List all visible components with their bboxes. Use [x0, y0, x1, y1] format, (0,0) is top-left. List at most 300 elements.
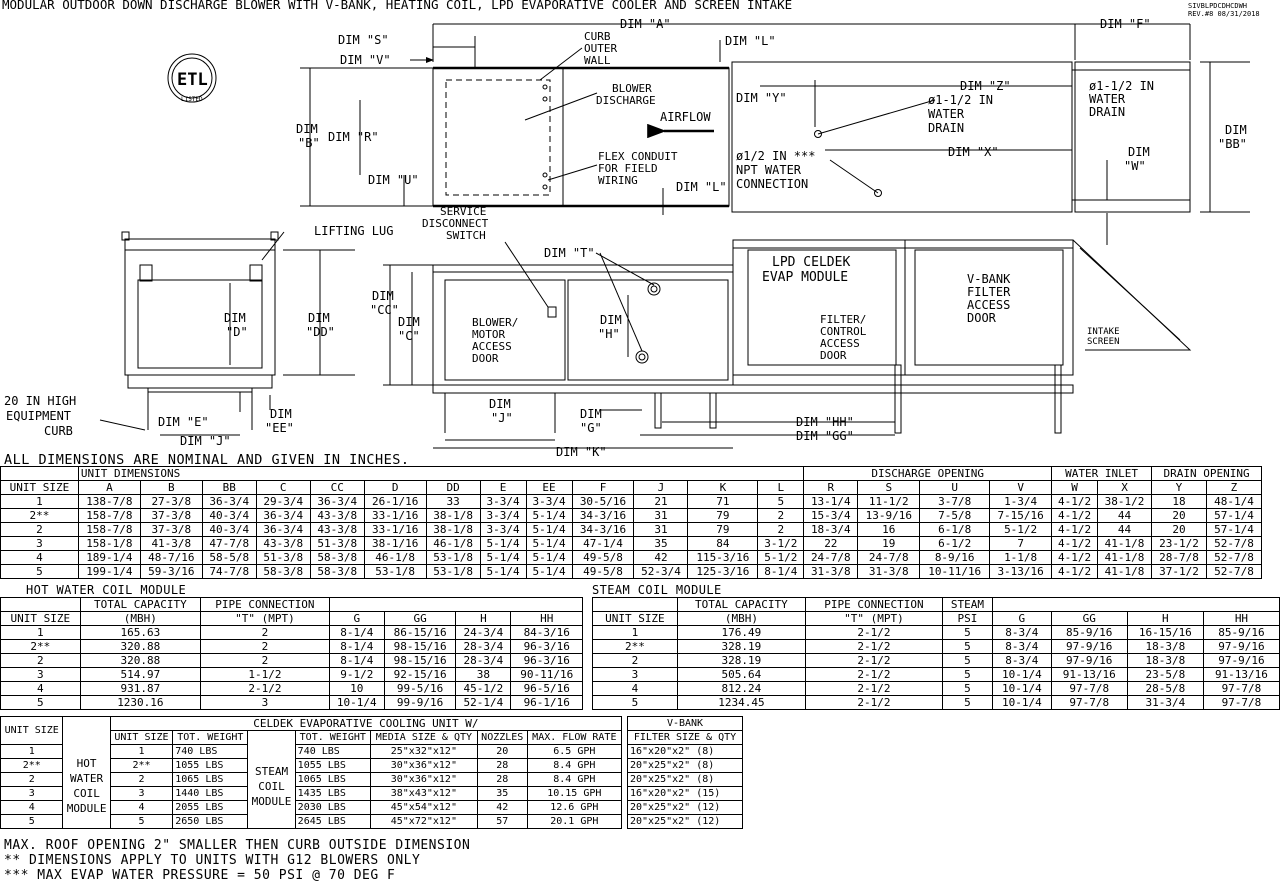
column-header: G — [992, 612, 1051, 626]
table-cell: 1065 LBS — [295, 773, 370, 787]
blower-door-3: ACCESS — [472, 340, 512, 353]
column-header: X — [1098, 481, 1152, 495]
table-cell: 24-7/8 — [858, 551, 920, 565]
table-cell: 30"x36"x12" — [370, 773, 477, 787]
table-cell: 1 — [1, 626, 81, 640]
table-cell: 3-3/4 — [480, 509, 526, 523]
table-cell: 92-15/16 — [384, 668, 455, 682]
table-cell: 3-1/2 — [758, 537, 804, 551]
table-cell: 4-1/2 — [1052, 537, 1098, 551]
table-cell: 1435 LBS — [295, 787, 370, 801]
column-header: UNIT SIZE — [1, 612, 81, 626]
table-cell: 13-1/4 — [804, 495, 858, 509]
table-cell: 10-1/4 — [992, 682, 1051, 696]
table-cell: 5-1/2 — [990, 523, 1052, 537]
table-cell: 31 — [634, 509, 688, 523]
dim-z-label: DIM "Z" — [960, 79, 1011, 93]
table-row — [628, 787, 743, 801]
column-header: EE — [526, 481, 572, 495]
service-disconnect-2: DISCONNECT — [422, 217, 489, 230]
table-cell: 5 — [942, 696, 992, 710]
table-row — [628, 815, 743, 829]
table-cell: 20"x25"x2" (12) — [628, 801, 743, 815]
vbank-door-3: ACCESS — [967, 298, 1011, 312]
column-header: UNIT SIZE — [110, 731, 172, 745]
npt-water-1: ø1/2 IN *** — [736, 149, 816, 163]
dim-cc-label-1: DIM — [372, 289, 394, 303]
table-cell: 4-1/2 — [1052, 523, 1098, 537]
table-cell: 5 — [758, 495, 804, 509]
filter-door-3: ACCESS — [820, 337, 860, 350]
hot-water-table — [0, 597, 583, 710]
table-cell: 2** — [1, 640, 81, 654]
table-cell: 199-1/4 — [78, 565, 140, 579]
table-cell: 2** — [1, 509, 79, 523]
blower-discharge-1: BLOWER — [612, 82, 652, 95]
nominal-note: ALL DIMENSIONS ARE NOMINAL AND GIVEN IN INCHES. — [4, 452, 410, 468]
dim-x-label: DIM "X" — [948, 145, 999, 159]
table-cell: 10-11/16 — [920, 565, 990, 579]
table-cell: 5 — [1, 815, 63, 829]
table-cell: 3-3/4 — [480, 495, 526, 509]
table-cell: 99-5/16 — [384, 682, 455, 696]
table-cell: 96-5/16 — [511, 682, 583, 696]
table-cell: 3 — [1, 787, 63, 801]
table-cell: 22 — [804, 537, 858, 551]
table-cell: 91-13/16 — [1203, 668, 1279, 682]
filter-door-1: FILTER/ — [820, 313, 867, 326]
column-header: C — [256, 481, 310, 495]
dim-dd-label-2: "DD" — [306, 325, 335, 339]
table-cell: 8-1/4 — [329, 626, 384, 640]
table-cell: 46-1/8 — [426, 537, 480, 551]
table-row — [1, 682, 583, 696]
table-cell: 86-15/16 — [384, 626, 455, 640]
table-row — [1, 668, 583, 682]
table-cell: 8-9/16 — [920, 551, 990, 565]
table-cell: 10-1/4 — [329, 696, 384, 710]
table-row — [1, 509, 1262, 523]
table-cell: 1065 LBS — [173, 773, 248, 787]
dim-u-label: DIM "U" — [368, 173, 419, 187]
water-drain-2: WATER — [928, 107, 965, 121]
dim-g-label-2: "G" — [580, 421, 602, 435]
table-row — [628, 773, 743, 787]
table-cell: 2-1/2 — [806, 682, 943, 696]
table-cell: 58-5/8 — [202, 551, 256, 565]
dim-e-label: DIM "E" — [158, 415, 209, 429]
column-header: BB — [202, 481, 256, 495]
table-cell: 97-7/8 — [1051, 682, 1127, 696]
column-header: HH — [1203, 612, 1279, 626]
table-cell: 4 — [1, 551, 79, 565]
dim-hh-label: DIM "HH" — [796, 415, 854, 429]
table-cell: 33-1/16 — [364, 523, 426, 537]
table-cell: 320.88 — [80, 640, 200, 654]
table-cell: 18-3/8 — [1127, 654, 1203, 668]
total-capacity-header: TOTAL CAPACITY — [80, 598, 200, 612]
column-header: E — [480, 481, 526, 495]
table-cell: 18 — [1152, 495, 1207, 509]
steam-coil-label — [248, 745, 295, 829]
table-cell: 20 — [1152, 523, 1207, 537]
table-cell: 3-13/16 — [990, 565, 1052, 579]
table-cell: 38-1/16 — [364, 537, 426, 551]
dim-y-label: DIM "Y" — [736, 91, 787, 105]
lifting-lug-label: LIFTING LUG — [314, 224, 394, 238]
table-cell: 4 — [593, 682, 678, 696]
dim-d-label-2: "D" — [226, 325, 248, 339]
table-cell: 505.64 — [677, 668, 805, 682]
table-cell: 98-15/16 — [384, 654, 455, 668]
table-cell: 96-3/16 — [511, 640, 583, 654]
table-cell: 4-1/2 — [1052, 509, 1098, 523]
steam-title: STEAM COIL MODULE — [592, 583, 722, 597]
table-cell: 28-3/4 — [456, 640, 511, 654]
table-cell: 38-1/8 — [426, 509, 480, 523]
column-header: TOT. WEIGHT — [295, 731, 370, 745]
steam-table — [592, 597, 1280, 710]
table-cell: 51-3/8 — [310, 537, 364, 551]
table-cell: 165.63 — [80, 626, 200, 640]
curb-label-b: EQUIPMENT — [6, 409, 72, 423]
lpd-celdek-2: EVAP MODULE — [762, 270, 849, 285]
group-header-discharge: DISCHARGE OPENING — [804, 467, 1052, 481]
table-cell: 2** — [1, 759, 63, 773]
table-cell: 24-3/4 — [456, 626, 511, 640]
blank-header-cell — [63, 717, 110, 745]
table-cell: 58-3/8 — [310, 551, 364, 565]
table-cell: 41-1/8 — [1098, 551, 1152, 565]
table-cell: 53-1/8 — [364, 565, 426, 579]
table-cell: 2-1/2 — [806, 696, 943, 710]
dim-w-label-1: DIM — [1128, 145, 1150, 159]
dim-r-label: DIM "R" — [328, 130, 379, 144]
table-row — [1, 745, 622, 759]
table-cell: 1 — [1, 495, 79, 509]
hot-water-coil-label-line: HOT — [76, 757, 97, 771]
curb-label-1: CURB — [584, 30, 611, 43]
dim-bb-label-2: "BB" — [1218, 137, 1247, 151]
table-cell: 5-1/4 — [526, 565, 572, 579]
table-cell: 6-1/8 — [920, 523, 990, 537]
flex-conduit-2: FOR FIELD — [598, 162, 658, 175]
table-cell: 40-3/4 — [202, 523, 256, 537]
table-cell: 15-3/4 — [804, 509, 858, 523]
table-cell: 97-9/16 — [1051, 640, 1127, 654]
table-cell: 57-1/4 — [1206, 523, 1261, 537]
table-row — [593, 640, 1280, 654]
vbank-title: V-BANK — [628, 717, 743, 731]
table-cell: 23-1/2 — [1152, 537, 1207, 551]
table-cell: 35 — [477, 787, 527, 801]
dim-cc-label-2: "CC" — [370, 303, 399, 317]
column-header: W — [1052, 481, 1098, 495]
column-header: V — [990, 481, 1052, 495]
table-cell: 8-1/4 — [329, 654, 384, 668]
table-cell: 2 — [758, 509, 804, 523]
table-cell: 49-5/8 — [572, 551, 634, 565]
dim-ee-label-2: "EE" — [265, 421, 294, 435]
unit-dimensions-table — [0, 466, 1262, 579]
table-cell: 43-3/8 — [310, 523, 364, 537]
table-cell: 6-1/2 — [920, 537, 990, 551]
column-header: G — [329, 612, 384, 626]
table-cell: 42 — [634, 551, 688, 565]
table-cell: 99-9/16 — [384, 696, 455, 710]
table-cell: 1 — [1, 745, 63, 759]
blank-header-cell — [1, 467, 79, 481]
table-cell: 11-1/2 — [858, 495, 920, 509]
table-cell: 38-1/2 — [1098, 495, 1152, 509]
table-cell: 41-3/8 — [140, 537, 202, 551]
table-cell: 37-3/8 — [140, 509, 202, 523]
table-cell: 42 — [477, 801, 527, 815]
table-cell: 52-3/4 — [634, 565, 688, 579]
table-cell: 38 — [456, 668, 511, 682]
table-cell: 36-3/4 — [256, 509, 310, 523]
table-cell: 5-1/4 — [526, 551, 572, 565]
table-cell: 1055 LBS — [173, 759, 248, 773]
dim-d-label-1: DIM — [224, 311, 246, 325]
table-row — [1, 654, 583, 668]
table-cell: 45-1/2 — [456, 682, 511, 696]
table-cell: 91-13/16 — [1051, 668, 1127, 682]
table-cell: 58-3/8 — [310, 565, 364, 579]
table-cell: 1-3/4 — [990, 495, 1052, 509]
blank-header-cell — [329, 598, 582, 612]
table-cell: 3 — [201, 696, 330, 710]
column-header: L — [758, 481, 804, 495]
table-cell: 2 — [1, 523, 79, 537]
table-cell: 2 — [1, 773, 63, 787]
column-header: F — [572, 481, 634, 495]
column-header: UNIT SIZE — [593, 612, 678, 626]
table-cell: 20 — [1152, 509, 1207, 523]
table-cell: 2 — [758, 523, 804, 537]
table-cell: 30-5/16 — [572, 495, 634, 509]
table-cell: 51-3/8 — [256, 551, 310, 565]
table-cell: 3-3/4 — [480, 523, 526, 537]
dim-f-label: DIM "F" — [1100, 17, 1151, 31]
column-header: Z — [1206, 481, 1261, 495]
table-cell: 53-1/8 — [426, 565, 480, 579]
table-cell: 18-3/4 — [804, 523, 858, 537]
table-cell: 8.4 GPH — [527, 773, 621, 787]
table-row — [593, 626, 1280, 640]
dim-bb-label-1: DIM — [1225, 123, 1247, 137]
table-cell: 3-7/8 — [920, 495, 990, 509]
drawing-number: SIVBLPDCDHCDWH — [1188, 2, 1248, 10]
table-cell: 328.19 — [677, 654, 805, 668]
footer-note-1: MAX. ROOF OPENING 2" SMALLER THEN CURB OUTSIDE DIMENSION — [4, 838, 471, 853]
service-disconnect-1: SERVICE — [440, 205, 487, 218]
table-cell: 44 — [1098, 509, 1152, 523]
table-cell: 38"x43"x12" — [370, 787, 477, 801]
table-row — [628, 745, 743, 759]
table-cell: 85-9/16 — [1203, 626, 1279, 640]
table-cell: 53-1/8 — [426, 551, 480, 565]
blank-header-cell — [593, 598, 678, 612]
flex-conduit-1: FLEX CONDUIT — [598, 150, 678, 163]
water-drain-1: ø1-1/2 IN — [928, 93, 994, 107]
service-disconnect-3: SWITCH — [446, 229, 486, 242]
table-cell: 24-7/8 — [804, 551, 858, 565]
table-row — [593, 654, 1280, 668]
table-cell: 1-1/8 — [990, 551, 1052, 565]
table-cell: 20"x25"x2" (8) — [628, 773, 743, 787]
table-cell: 8.4 GPH — [527, 759, 621, 773]
column-header: H — [456, 612, 511, 626]
column-header: MAX. FLOW RATE — [527, 731, 621, 745]
column-header: K — [688, 481, 758, 495]
celdek-table — [0, 716, 622, 829]
etl-logo-text: ETL — [177, 70, 208, 90]
group-header-unit: UNIT DIMENSIONS — [78, 467, 803, 481]
table-cell: 320.88 — [80, 654, 200, 668]
table-cell: 71 — [688, 495, 758, 509]
table-cell: 1055 LBS — [295, 759, 370, 773]
dim-b-label: DIM — [296, 122, 318, 136]
table-cell: 36-3/4 — [202, 495, 256, 509]
table-cell: 33 — [426, 495, 480, 509]
table-cell: 28-3/4 — [456, 654, 511, 668]
table-cell: 37-1/2 — [1152, 565, 1207, 579]
table-cell: 5 — [942, 640, 992, 654]
table-cell: 45"x72"x12" — [370, 815, 477, 829]
drawing-title: MODULAR OUTDOOR DOWN DISCHARGE BLOWER WITH V-BANK, HEATING COIL, LPD EVAPORATIVE COOLER AND SCREEN INTAKE — [2, 0, 793, 12]
table-cell: 28 — [477, 773, 527, 787]
table-cell: 31-3/4 — [1127, 696, 1203, 710]
table-cell: 125-3/16 — [688, 565, 758, 579]
table-cell: 19 — [858, 537, 920, 551]
table-cell: 514.97 — [80, 668, 200, 682]
table-cell: 34-3/16 — [572, 523, 634, 537]
table-row — [628, 801, 743, 815]
table-cell: 2 — [110, 773, 172, 787]
column-header: U — [920, 481, 990, 495]
table-cell: 16-15/16 — [1127, 626, 1203, 640]
table-cell: 328.19 — [677, 640, 805, 654]
table-cell: 36-3/4 — [310, 495, 364, 509]
table-cell: 20 — [477, 745, 527, 759]
table-cell: 44 — [1098, 523, 1152, 537]
table-cell: 10-1/4 — [992, 696, 1051, 710]
footer-note-3: *** MAX EVAP WATER PRESSURE = 50 PSI @ 70 DEG F — [4, 868, 396, 883]
table-cell: 158-7/8 — [78, 509, 140, 523]
table-cell: 45"x54"x12" — [370, 801, 477, 815]
table-cell: 28-7/8 — [1152, 551, 1207, 565]
table-cell: 1 — [110, 745, 172, 759]
table-cell: 52-7/8 — [1206, 565, 1261, 579]
filter-door-2: CONTROL — [820, 325, 867, 338]
lpd-celdek-1: LPD CELDEK — [772, 255, 851, 270]
group-header-drain: DRAIN OPENING — [1152, 467, 1262, 481]
npt-water-3: CONNECTION — [736, 177, 809, 191]
table-cell: 1440 LBS — [173, 787, 248, 801]
water-drain-r3: DRAIN — [1089, 105, 1126, 119]
table-cell: 5-1/4 — [526, 509, 572, 523]
table-cell: 79 — [688, 509, 758, 523]
table-cell: 5 — [593, 696, 678, 710]
table-cell: 138-7/8 — [78, 495, 140, 509]
dim-jj-label: DIM "J" — [180, 434, 231, 448]
table-cell: 57-1/4 — [1206, 509, 1261, 523]
table-cell: 47-1/4 — [572, 537, 634, 551]
column-header: R — [804, 481, 858, 495]
hot-water-title: HOT WATER COIL MODULE — [26, 583, 187, 597]
table-cell: 34-3/16 — [572, 509, 634, 523]
hot-water-coil-label — [63, 745, 110, 829]
table-cell: 5 — [942, 626, 992, 640]
table-cell: 20"x25"x2" (12) — [628, 815, 743, 829]
table-cell: 5 — [1, 565, 79, 579]
table-cell: 79 — [688, 523, 758, 537]
celdek-title: CELDEK EVAPORATIVE COOLING UNIT W/ — [110, 717, 621, 731]
table-cell: 4-1/2 — [1052, 495, 1098, 509]
table-cell: 20.1 GPH — [527, 815, 621, 829]
table-cell: 52-1/4 — [456, 696, 511, 710]
table-row — [1, 696, 583, 710]
table-cell: 740 LBS — [295, 745, 370, 759]
dim-t-label: DIM "T" — [544, 246, 595, 260]
water-drain-3: DRAIN — [928, 121, 965, 135]
table-cell: 8-3/4 — [992, 626, 1051, 640]
table-cell: 28 — [477, 759, 527, 773]
table-cell: 13-9/16 — [858, 509, 920, 523]
table-cell: 2** — [110, 759, 172, 773]
table-cell: 2 — [593, 654, 678, 668]
hot-water-coil-label-line: MODULE — [66, 802, 107, 816]
table-cell: 37-3/8 — [140, 523, 202, 537]
dim-v-label: DIM "V" — [340, 53, 391, 67]
table-cell: 27-3/8 — [140, 495, 202, 509]
table-cell: 97-9/16 — [1203, 654, 1279, 668]
dim-w-label-2: "W" — [1124, 159, 1146, 173]
flex-conduit-3: WIRING — [598, 174, 638, 187]
table-cell: 158-7/8 — [78, 523, 140, 537]
table-cell: 52-7/8 — [1206, 537, 1261, 551]
blank-header-cell — [992, 598, 1279, 612]
table-cell: 4 — [110, 801, 172, 815]
table-cell: 59-3/16 — [140, 565, 202, 579]
curb-label-2: OUTER — [584, 42, 618, 55]
column-header: "T" (MPT) — [806, 612, 943, 626]
table-cell: 98-15/16 — [384, 640, 455, 654]
table-cell: 3 — [1, 668, 81, 682]
table-cell: 2 — [1, 654, 81, 668]
table-cell: 33-1/16 — [364, 509, 426, 523]
table-row — [593, 668, 1280, 682]
table-cell: 2650 LBS — [173, 815, 248, 829]
table-cell: 29-3/4 — [256, 495, 310, 509]
table-row — [1, 551, 1262, 565]
table-cell: 43-3/8 — [310, 509, 364, 523]
column-header: FILTER SIZE & QTY — [628, 731, 743, 745]
table-row — [1, 537, 1262, 551]
column-header: (MBH) — [677, 612, 805, 626]
table-cell: 931.87 — [80, 682, 200, 696]
table-cell: 3 — [110, 787, 172, 801]
table-cell: 5-1/4 — [480, 551, 526, 565]
table-cell: 41-1/8 — [1098, 537, 1152, 551]
table-cell: 16"x20"x2" (15) — [628, 787, 743, 801]
table-cell: 1 — [593, 626, 678, 640]
table-cell: 16"x20"x2" (8) — [628, 745, 743, 759]
table-cell: 58-3/8 — [256, 565, 310, 579]
blower-door-1: BLOWER/ — [472, 316, 519, 329]
dim-h-label-2: "H" — [598, 327, 620, 341]
